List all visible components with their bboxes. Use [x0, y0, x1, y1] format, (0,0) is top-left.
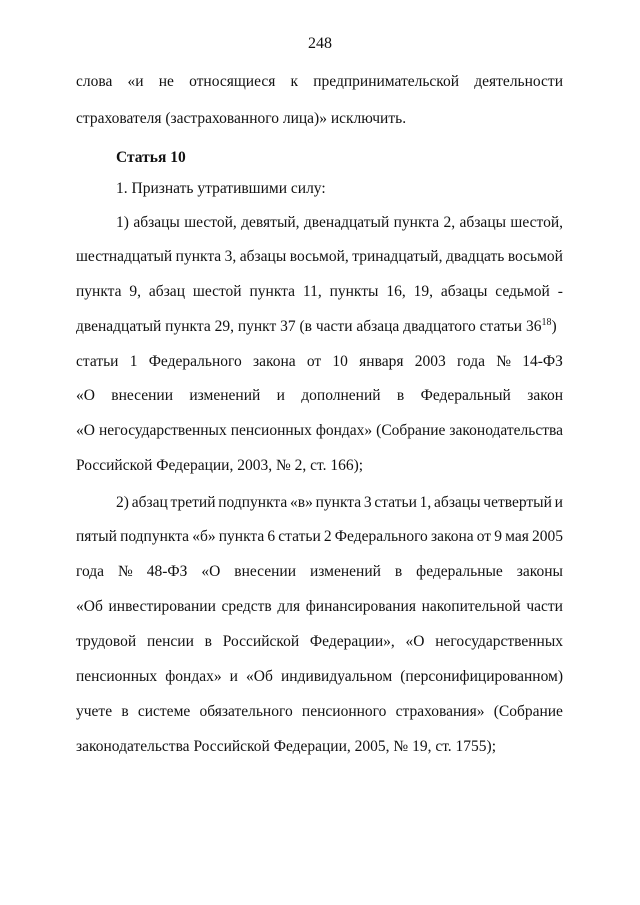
word: года — [456, 353, 485, 370]
word: 2005 — [531, 528, 563, 545]
word: средств — [221, 598, 272, 615]
superscript-number: 18 — [541, 316, 552, 328]
word: учете — [76, 703, 113, 720]
text-line: Российской Федерации, 2003, № 2, ст. 166); — [76, 457, 364, 474]
text-line — [76, 317, 563, 337]
word: закона — [430, 528, 474, 545]
word: внесении — [111, 387, 174, 404]
text-line: страхователя (застрахованного лица)» исключить. — [76, 110, 407, 127]
text-line — [76, 282, 563, 302]
word: в — [204, 633, 212, 650]
word: абзац — [131, 494, 168, 511]
word: законы — [516, 563, 563, 580]
text-fragment: ) — [551, 318, 557, 335]
word: изменений — [309, 563, 381, 580]
word: 2) — [116, 494, 129, 511]
word: 9 — [494, 528, 502, 545]
word: (персонифицированном) — [400, 668, 563, 685]
word: пункта — [218, 528, 265, 545]
word: негосударственных — [98, 422, 227, 439]
word: 11, — [302, 283, 322, 300]
word: пенсионных — [76, 668, 158, 685]
word: дополнений — [301, 387, 381, 404]
text-line — [116, 493, 563, 513]
word: фондах» — [315, 422, 373, 439]
word: абзацы — [239, 248, 287, 265]
word: (Собрание — [376, 422, 446, 439]
word: трудовой — [76, 633, 137, 650]
text-line: 1. Признать утратившими силу: — [116, 180, 326, 197]
word: пункта — [249, 283, 295, 300]
word: пункта — [76, 283, 122, 300]
word: четвертый — [483, 494, 552, 511]
text-line — [116, 213, 563, 233]
word: 9, — [129, 283, 142, 300]
word: пункта — [175, 248, 222, 265]
word: 6 — [267, 528, 276, 545]
word: страхования» — [395, 703, 485, 720]
word: двенадцатый — [303, 214, 390, 231]
word: девятый, — [241, 214, 300, 231]
word: 1) — [116, 214, 129, 231]
word: 1 — [129, 353, 138, 370]
word: «О — [76, 422, 95, 439]
word: № — [118, 563, 133, 580]
word: Российской — [222, 633, 300, 650]
word: «в» — [290, 494, 313, 511]
text-line — [76, 421, 563, 441]
word: части — [526, 598, 563, 615]
word: Федерального — [334, 528, 428, 545]
text-fragment: двенадцатый пункта 29, пункт 37 (в части абзаца двадцатого статьи 36 — [76, 318, 542, 335]
word: относящиеся — [189, 73, 276, 90]
word: подпункта — [218, 494, 288, 511]
text-line — [76, 667, 563, 687]
word: системе — [137, 703, 191, 720]
word: внесении — [234, 563, 297, 580]
text-line — [76, 527, 563, 547]
word: от — [306, 353, 322, 370]
word: «и — [127, 73, 144, 90]
word: третий — [170, 494, 216, 511]
word: от — [476, 528, 492, 545]
word: и — [229, 668, 238, 685]
word: 10 — [332, 353, 348, 370]
word: инвестировании — [108, 598, 216, 615]
word: абзацы — [440, 283, 488, 300]
word: 2003 — [414, 353, 446, 370]
word: для — [277, 598, 301, 615]
word: шестой, — [184, 214, 237, 231]
word: восьмой — [507, 248, 563, 265]
word: и — [554, 494, 563, 511]
word: и — [276, 387, 285, 404]
word: января — [359, 353, 404, 370]
word: седьмой — [495, 283, 550, 300]
word: года — [76, 563, 105, 580]
word: федеральные — [416, 563, 503, 580]
word: 3, — [224, 248, 237, 265]
word: слова — [76, 73, 113, 90]
article-heading: Статья 10 — [116, 149, 186, 166]
text-line — [76, 702, 563, 722]
word: фондах» — [165, 668, 222, 685]
word: тринадцатый, — [352, 248, 443, 265]
word: Федеральный — [420, 387, 511, 404]
word: «О — [201, 563, 221, 580]
word: деятельности — [474, 73, 563, 90]
word: пункты — [329, 283, 379, 300]
word: 2 — [323, 528, 332, 545]
word: пункта — [393, 214, 440, 231]
word: 2, — [443, 214, 456, 231]
word: Федерального — [148, 353, 242, 370]
text-line — [76, 386, 563, 406]
word: финансирования — [305, 598, 416, 615]
text-line — [76, 597, 563, 617]
word: 48-ФЗ — [146, 563, 188, 580]
text-line — [76, 247, 563, 267]
word: статьи — [278, 528, 321, 545]
text-line — [76, 72, 563, 92]
word: «б» — [192, 528, 216, 545]
word: пункта — [315, 494, 362, 511]
word: пенсионного — [301, 703, 387, 720]
word: накопительной — [421, 598, 521, 615]
word: закона — [252, 353, 296, 370]
word: шестой — [192, 283, 242, 300]
word: «Об — [246, 668, 273, 685]
word: 14-ФЗ — [522, 353, 563, 370]
word: «Об — [76, 598, 103, 615]
word: абзац — [148, 283, 185, 300]
word: 1, — [419, 494, 432, 511]
word: шестнадцатый — [76, 248, 173, 265]
word: изменений — [189, 387, 261, 404]
word: законодательства — [449, 422, 563, 439]
word: абзацы — [133, 214, 180, 231]
text-line — [76, 352, 563, 372]
word: в — [394, 563, 403, 580]
word: не — [158, 73, 174, 90]
word: к — [290, 73, 299, 90]
word: 3 — [363, 494, 372, 511]
word: «О — [405, 633, 425, 650]
text-line: законодательства Российской Федерации, 2005, № 19, ст. 1755); — [76, 738, 497, 755]
text-line — [76, 562, 563, 582]
word: 16, — [386, 283, 406, 300]
word: предпринимательской — [313, 73, 460, 90]
word: - — [557, 283, 563, 300]
word: статьи — [76, 353, 119, 370]
word: негосударственных — [435, 633, 563, 650]
word: закон — [527, 387, 563, 404]
page-number: 248 — [308, 35, 332, 52]
word: «О — [76, 387, 95, 404]
word: (Собрание — [493, 703, 563, 720]
word: восьмой, — [289, 248, 349, 265]
word: шестой, — [510, 214, 563, 231]
word: 19, — [413, 283, 433, 300]
word: в — [121, 703, 129, 720]
word: индивидуальном — [280, 668, 393, 685]
word: Федерации», — [309, 633, 395, 650]
word: обязательного — [199, 703, 293, 720]
text-line — [76, 632, 563, 652]
word: пенсии — [146, 633, 194, 650]
word: пенсионных — [230, 422, 312, 439]
word: абзацы — [434, 494, 481, 511]
word: в — [396, 387, 405, 404]
word: статьи — [374, 494, 417, 511]
word: № — [496, 353, 512, 370]
word: абзацы — [459, 214, 507, 231]
word: мая — [505, 528, 529, 545]
word: пятый — [76, 528, 117, 545]
word: двадцать — [445, 248, 505, 265]
word: подпункта — [120, 528, 190, 545]
